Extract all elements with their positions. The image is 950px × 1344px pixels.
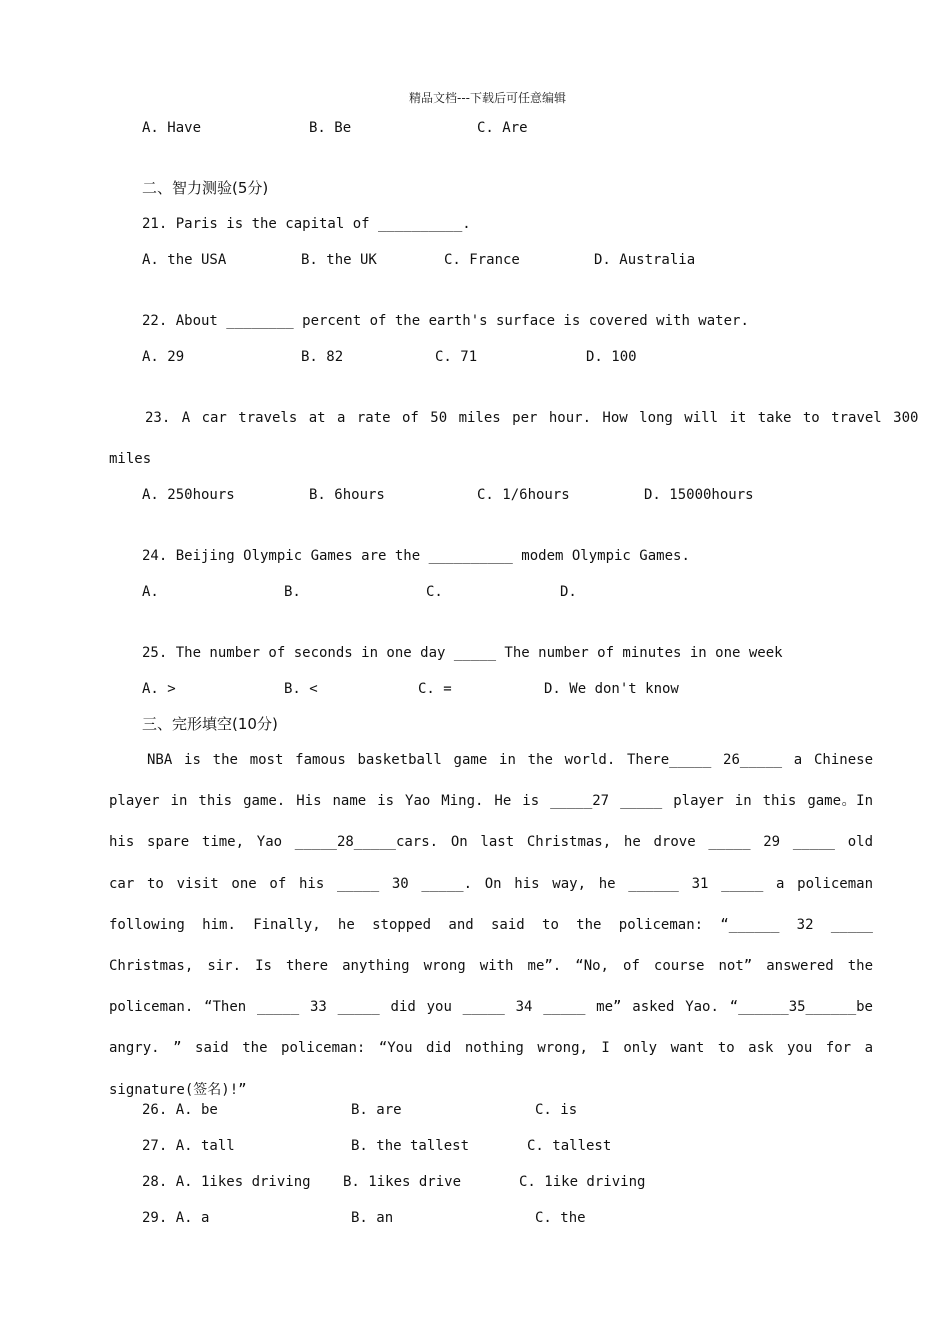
option-d: D. We don't know [544, 681, 679, 697]
option-b: B. 82 [301, 349, 344, 365]
option-d: D. Australia [594, 252, 696, 268]
question-stem: 23. A car travels at a rate of 50 miles per hour. How long will it take to travel 300 [145, 410, 919, 426]
question-stem-continued: miles [109, 451, 152, 467]
option-a: A. 250hours [142, 487, 235, 503]
answer-option-a: 29. A. a [142, 1210, 210, 1226]
answer-option-c: C. is [535, 1102, 578, 1118]
option-d: D. 15000hours [644, 487, 754, 503]
question-stem: 24. Beijing Olympic Games are the __________ modem Olympic Games. [142, 548, 690, 564]
section-title: 二、智力测验(5分) [142, 179, 269, 197]
option-d: D. [560, 584, 577, 600]
answer-option-c: C. 1ike driving [519, 1174, 646, 1190]
cloze-passage [109, 740, 873, 1111]
option-a: A. Have [142, 120, 202, 136]
answer-option-b: B. the tallest [351, 1138, 470, 1154]
answer-option-a: 26. A. be [142, 1102, 218, 1118]
option-c: C. France [444, 252, 520, 268]
option-c: C. [426, 584, 443, 600]
option-b: B. Be [309, 120, 352, 136]
answer-option-b: B. 1ikes drive [343, 1174, 462, 1190]
answer-option-c: C. tallest [527, 1138, 612, 1154]
answer-option-b: B. an [351, 1210, 394, 1226]
question-stem: 21. Paris is the capital of __________. [142, 216, 471, 232]
answer-option-b: B. are [351, 1102, 402, 1118]
option-c: C. Are [477, 120, 528, 136]
option-b: B. 6hours [309, 487, 385, 503]
question-stem: 22. About ________ percent of the earth's surface is covered with water. [142, 313, 749, 329]
option-d: D. 100 [586, 349, 637, 365]
answer-option-c: C. the [535, 1210, 586, 1226]
option-c: C. 71 [435, 349, 478, 365]
option-b: B. [284, 584, 301, 600]
option-c: C. = [418, 681, 452, 697]
option-c: C. 1/6hours [477, 487, 570, 503]
question-stem: 25. The number of seconds in one day _____ The number of minutes in one week [142, 645, 783, 661]
option-a: A. [142, 584, 159, 600]
page-header: 精品文档---下载后可任意编辑 [409, 91, 566, 105]
cloze-passage-text: NBA is the most famous basketball game in the world. There_____ 26_____ a Chinese player in this game. His name is Yao Ming. He is _____27 _____ player in this game。In his spare time, Yao _____28_____cars. On last Christmas, he drove _____ 29 _____ old car to visit one of his _____ 30 _____. On his way, he ______ 31 _____ a policeman following him. Finally, he stopped and said to the policeman: “______ 32 _____ Christmas, sir. Is there anything wrong with me”. “No, of course not” answered the policeman. “Then _____ 33 _____ did you _____ 34 _____ me” asked Yao. “______35______be angry. ” said the policeman: “You did nothing wrong, I only want to ask you for a signature(签名)!” [109, 752, 873, 1098]
option-b: B. the UK [301, 252, 377, 268]
option-b: B. < [284, 681, 318, 697]
section-title: 三、完形填空(10分) [142, 715, 278, 733]
option-a: A. > [142, 681, 176, 697]
answer-option-a: 28. A. 1ikes driving [142, 1174, 311, 1190]
answer-option-a: 27. A. tall [142, 1138, 235, 1154]
option-a: A. 29 [142, 349, 185, 365]
option-a: A. the USA [142, 252, 227, 268]
